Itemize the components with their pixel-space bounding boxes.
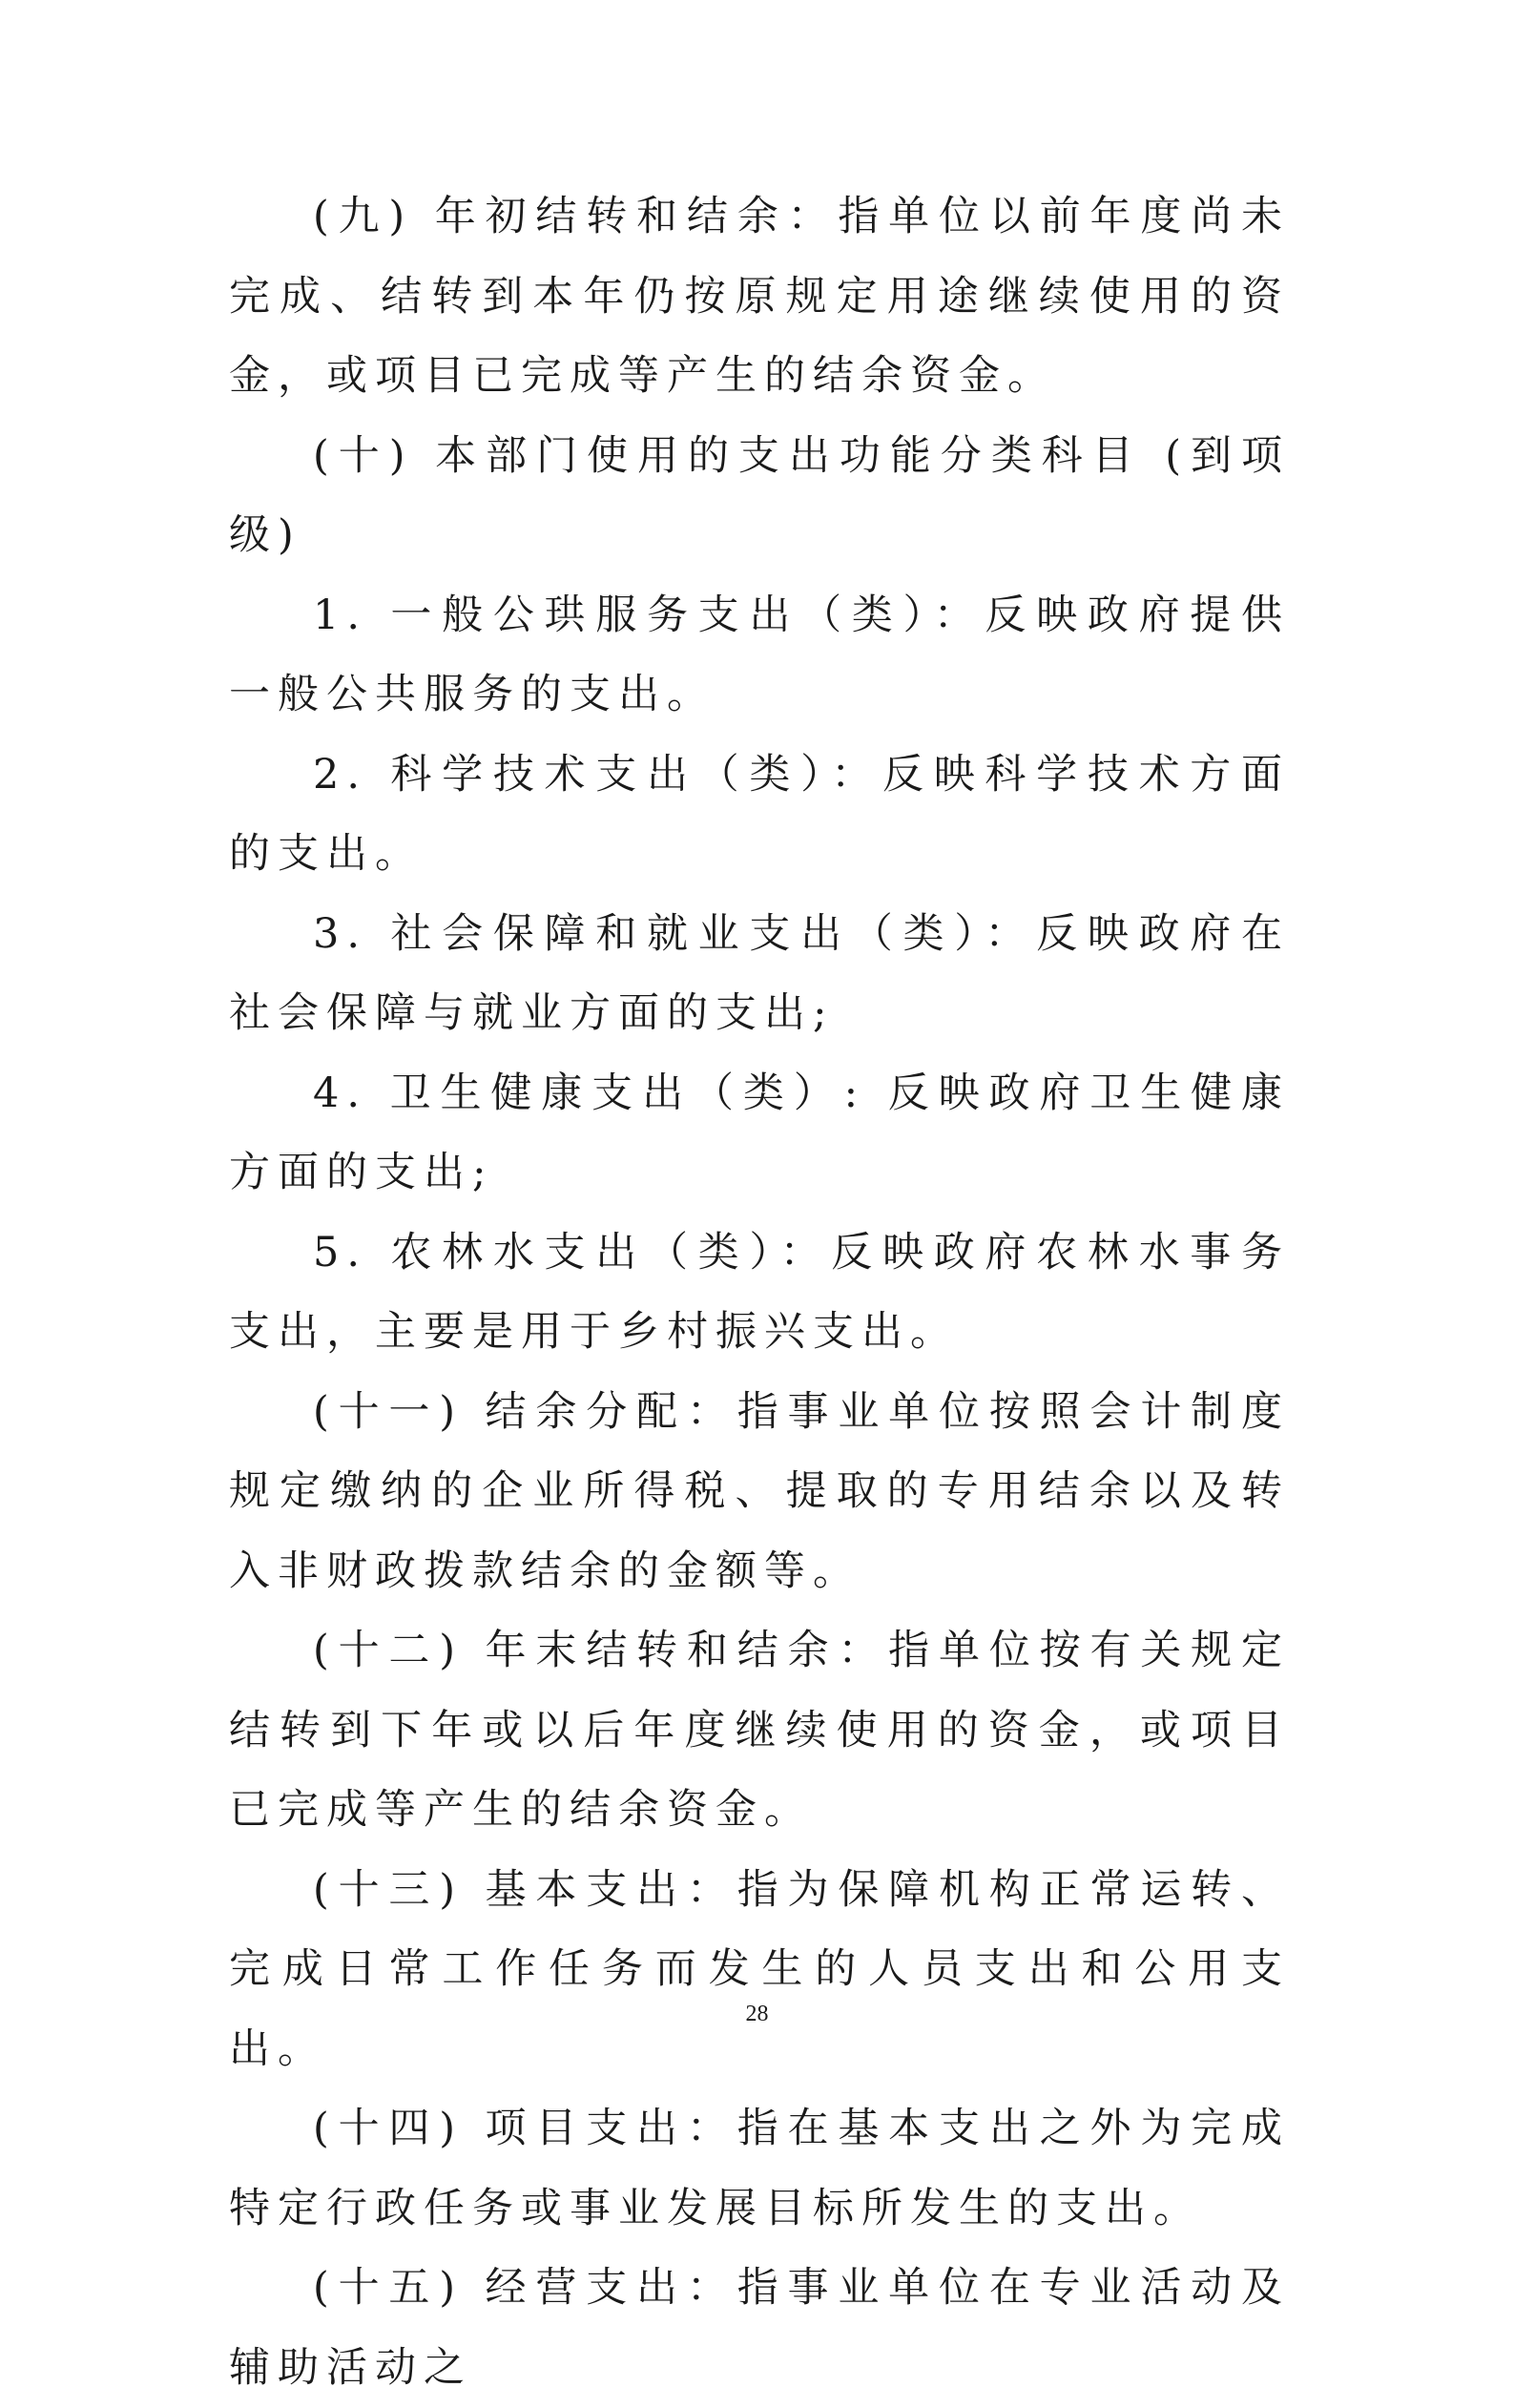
paragraph-surplus-distribution: (十一) 结余分配：指事业单位按照会计制度规定缴纳的企业所得税、提取的专用结余以及转入非财政拨款结余的金额等。 <box>229 1387 1290 1595</box>
document-body <box>229 177 1290 2408</box>
paragraph-agriculture-forestry-water: 5. 农林水支出（类）：反映政府农林水事务支出，主要是用于乡村振兴支出。 <box>229 1228 1290 1356</box>
paragraph-health: 4. 卫生健康支出（类）: 反映政府卫生健康方面的支出; <box>229 1069 1290 1196</box>
paragraph-social-security-employment: 3. 社会保障和就业支出（类）：反映政府在社会保障与就业方面的支出; <box>229 909 1290 1037</box>
paragraph-carryover-start-of-year: (九) 年初结转和结余：指单位以前年度尚未完成、结转到本年仍按原规定用途继续使用的资金，或项目已完成等产生的结余资金。 <box>229 193 1290 400</box>
paragraph-general-public-services: 1. 一般公珙服务支出（类）：反映政府提供一般公共服务的支出。 <box>229 591 1290 718</box>
paragraph-operating-expenditure: (十五) 经营支出：指事业单位在专业活动及辅助活动之 <box>229 2264 1290 2392</box>
paragraph-basic-expenditure: (十三) 基本支出：指为保障机构正常运转、完成日常工作任务而发生的人员支出和公用支出。 <box>229 1865 1290 2073</box>
paragraph-science-technology: 2. 科学技术支出（类）：反映科学技术方面的支出。 <box>229 750 1290 878</box>
paragraph-project-expenditure: (十四) 项目支出：指在基本支出之外为完成特定行政任务或事业发展目标所发生的支出。 <box>229 2105 1290 2232</box>
paragraph-functional-classification-heading: (十) 本部门使用的支出功能分类科目 (到项级) <box>229 431 1290 559</box>
page-number: 28 <box>745 2002 769 2026</box>
paragraph-carryover-end-of-year: (十二) 年末结转和结余：指单位按有关规定结转到下年或以后年度继续使用的资金，或项目已完成等产生的结余资金。 <box>229 1627 1290 1834</box>
